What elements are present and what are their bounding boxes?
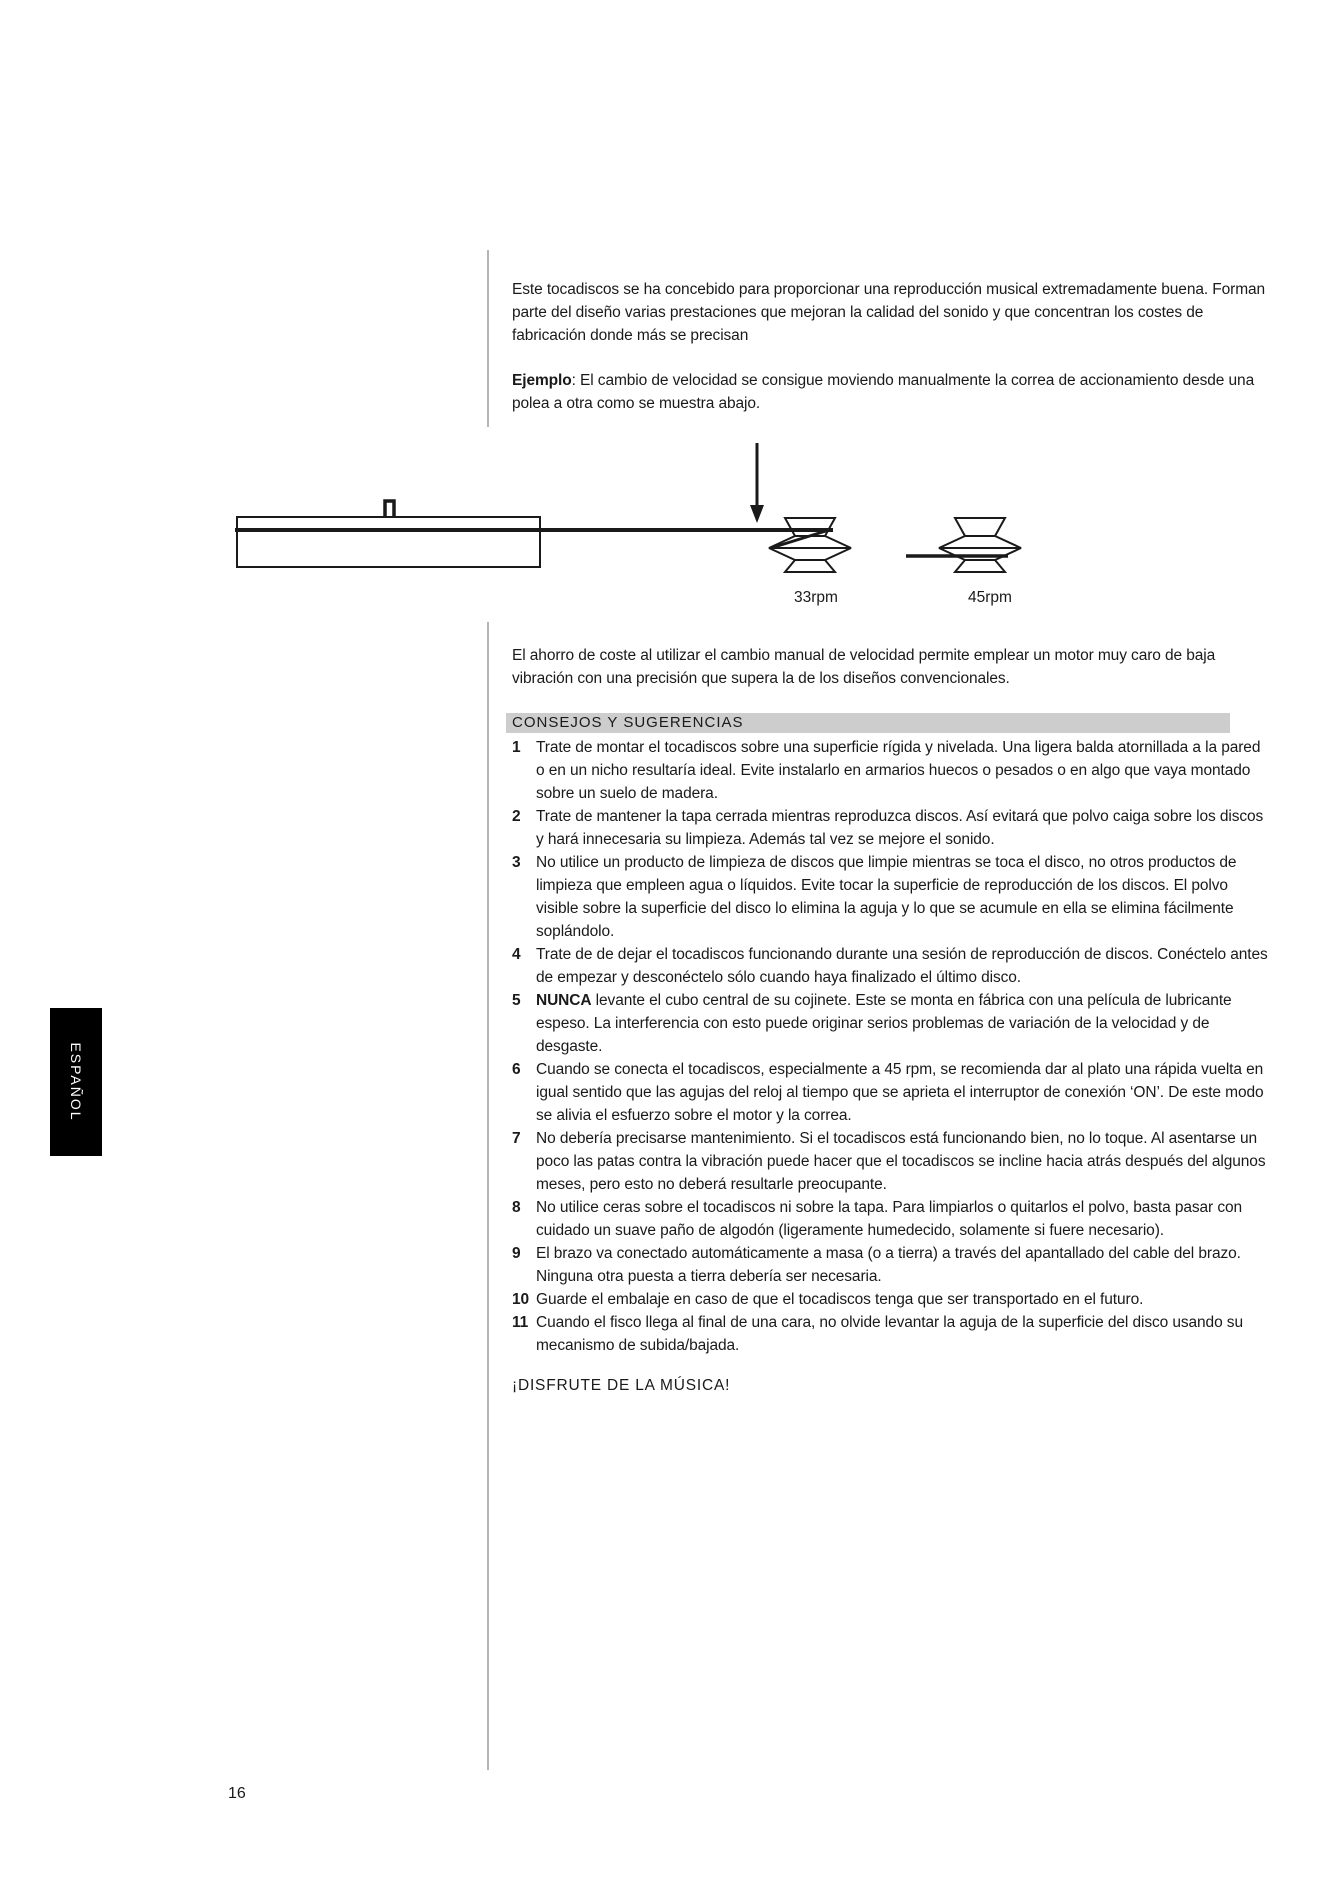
tip-item bbox=[512, 1058, 1272, 1127]
label-45rpm: 45rpm bbox=[968, 589, 1012, 606]
belt-drive-diagram bbox=[0, 0, 1328, 620]
tip-text: No utilice un producto de limpieza de discos que limpie mientras se toca el disco, no otros productos de limpieza que empleen agua o líquidos. Evite tocar la superficie de reproducción de los discos. El polvo visible sobre la superficie del disco lo elimina la aguja y lo que se acumule en ella se elimina fácilmente soplándolo. bbox=[536, 854, 1237, 940]
savings-text: El ahorro de coste al utilizar el cambio manual de velocidad permite emplear un motor muy caro de baja vibración con una precisión que supera la de los diseños convencionales. bbox=[512, 647, 1216, 687]
tip-number: 4 bbox=[512, 946, 521, 963]
tip-emphasis: NUNCA bbox=[536, 992, 592, 1009]
label-33rpm: 33rpm bbox=[794, 589, 838, 606]
tip-item bbox=[512, 1127, 1272, 1196]
pulley-45rpm bbox=[906, 518, 1021, 572]
tip-number: 3 bbox=[512, 854, 521, 871]
tip-number: 9 bbox=[512, 1245, 521, 1262]
tips-list bbox=[512, 736, 1272, 1357]
tip-item bbox=[512, 1196, 1272, 1242]
tip-number: 6 bbox=[512, 1061, 521, 1078]
tip-number: 7 bbox=[512, 1130, 521, 1147]
tip-item bbox=[512, 989, 1272, 1058]
spindle bbox=[385, 501, 394, 517]
tip-number: 11 bbox=[512, 1314, 529, 1331]
tip-number: 5 bbox=[512, 992, 521, 1009]
pulley-33rpm bbox=[769, 518, 851, 572]
intro-text: Este tocadiscos se ha concebido para proporcionar una reproducción musical extremadamente buena. Forman parte del diseño varias prestaciones que mejoran la calidad del sonido y que concentran los costes de fabricación donde más se precisan bbox=[512, 281, 1266, 344]
tip-number: 8 bbox=[512, 1199, 521, 1216]
language-tab bbox=[50, 1008, 102, 1156]
down-arrow-icon bbox=[750, 505, 764, 523]
tip-item bbox=[512, 851, 1272, 943]
tip-text: El brazo va conectado automáticamente a masa (o a tierra) a través del apantallado del cable del brazo. Ninguna otra puesta a tierra debería ser necesaria. bbox=[536, 1245, 1241, 1285]
tips-section-header: CONSEJOS Y SUGERENCIAS bbox=[506, 713, 1230, 733]
example-label: Ejemplo bbox=[512, 372, 572, 389]
tip-text: Guarde el embalaje en caso de que el tocadiscos tenga que ser transportado en el futuro. bbox=[536, 1291, 1144, 1308]
column-divider-bottom bbox=[487, 622, 489, 1770]
tip-item bbox=[512, 736, 1272, 805]
tip-item bbox=[512, 1311, 1272, 1357]
tip-text: Trate de mantener la tapa cerrada mientras reproduzca discos. Así evitará que polvo caiga sobre los discos y hará innecesaria su limpieza. Además tal vez se mejore el sonido. bbox=[536, 808, 1264, 848]
tip-text: Trate de de dejar el tocadiscos funcionando durante una sesión de reproducción de discos. Conéctelo antes de empezar y desconéctelo sólo cuando haya finalizado el último disco. bbox=[536, 946, 1268, 986]
tip-number: 2 bbox=[512, 808, 521, 825]
example-text: : El cambio de velocidad se consigue moviendo manualmente la correa de accionamiento desde una polea a otra como se muestra abajo. bbox=[512, 372, 1255, 412]
tip-text: levante el cubo central de su cojinete. Este se monta en fábrica con una película de lubricante espeso. La interferencia con esto puede originar serios problemas de variación de la velocidad y de desgaste. bbox=[536, 992, 1232, 1055]
tip-text: No utilice ceras sobre el tocadiscos ni sobre la tapa. Para limpiarlos o quitarlos el polvo, basta pasar con cuidado un suave paño de algodón (ligeramente humedecido, solamente si fuere necesario). bbox=[536, 1199, 1243, 1239]
closing-line: ¡DISFRUTE DE LA MÚSICA! bbox=[512, 1377, 731, 1394]
tip-number: 10 bbox=[512, 1291, 530, 1308]
savings-paragraph bbox=[512, 644, 1272, 690]
tip-item bbox=[512, 1288, 1272, 1311]
page-number: 16 bbox=[228, 1785, 246, 1802]
tip-text: No debería precisarse mantenimiento. Si el tocadiscos está funcionando bien, no lo toque. Al asentarse un poco las patas contra la vibración puede hacer que el tocadiscos se incline hacia atrás después del algunos meses, pero esto no deberá resultarle preocupante. bbox=[536, 1130, 1266, 1193]
tip-item bbox=[512, 1242, 1272, 1288]
platter-body bbox=[237, 517, 540, 567]
tip-number: 1 bbox=[512, 739, 521, 756]
tip-item bbox=[512, 943, 1272, 989]
tip-text: Cuando el fisco llega al final de una cara, no olvide levantar la aguja de la superficie del disco usando su mecanismo de subida/bajada. bbox=[536, 1314, 1243, 1354]
tip-item bbox=[512, 805, 1272, 851]
tip-text: Trate de montar el tocadiscos sobre una superficie rígida y nivelada. Una ligera balda atornillada a la pared o en un nicho resultaría ideal. Evite instalarlo en armarios huecos o pesados o en algo que vaya montado sobre un suelo de madera. bbox=[536, 739, 1261, 802]
tip-text: Cuando se conecta el tocadiscos, especialmente a 45 rpm, se recomienda dar al plato una rápida vuelta en igual sentido que las agujas del reloj al tiempo que se aprieta el interruptor de conexión ‘ON’. De este modo se alivia el esfuerzo sobre el motor y la correa. bbox=[536, 1061, 1264, 1124]
language-tab-label: ESPAÑOL bbox=[68, 1042, 84, 1122]
